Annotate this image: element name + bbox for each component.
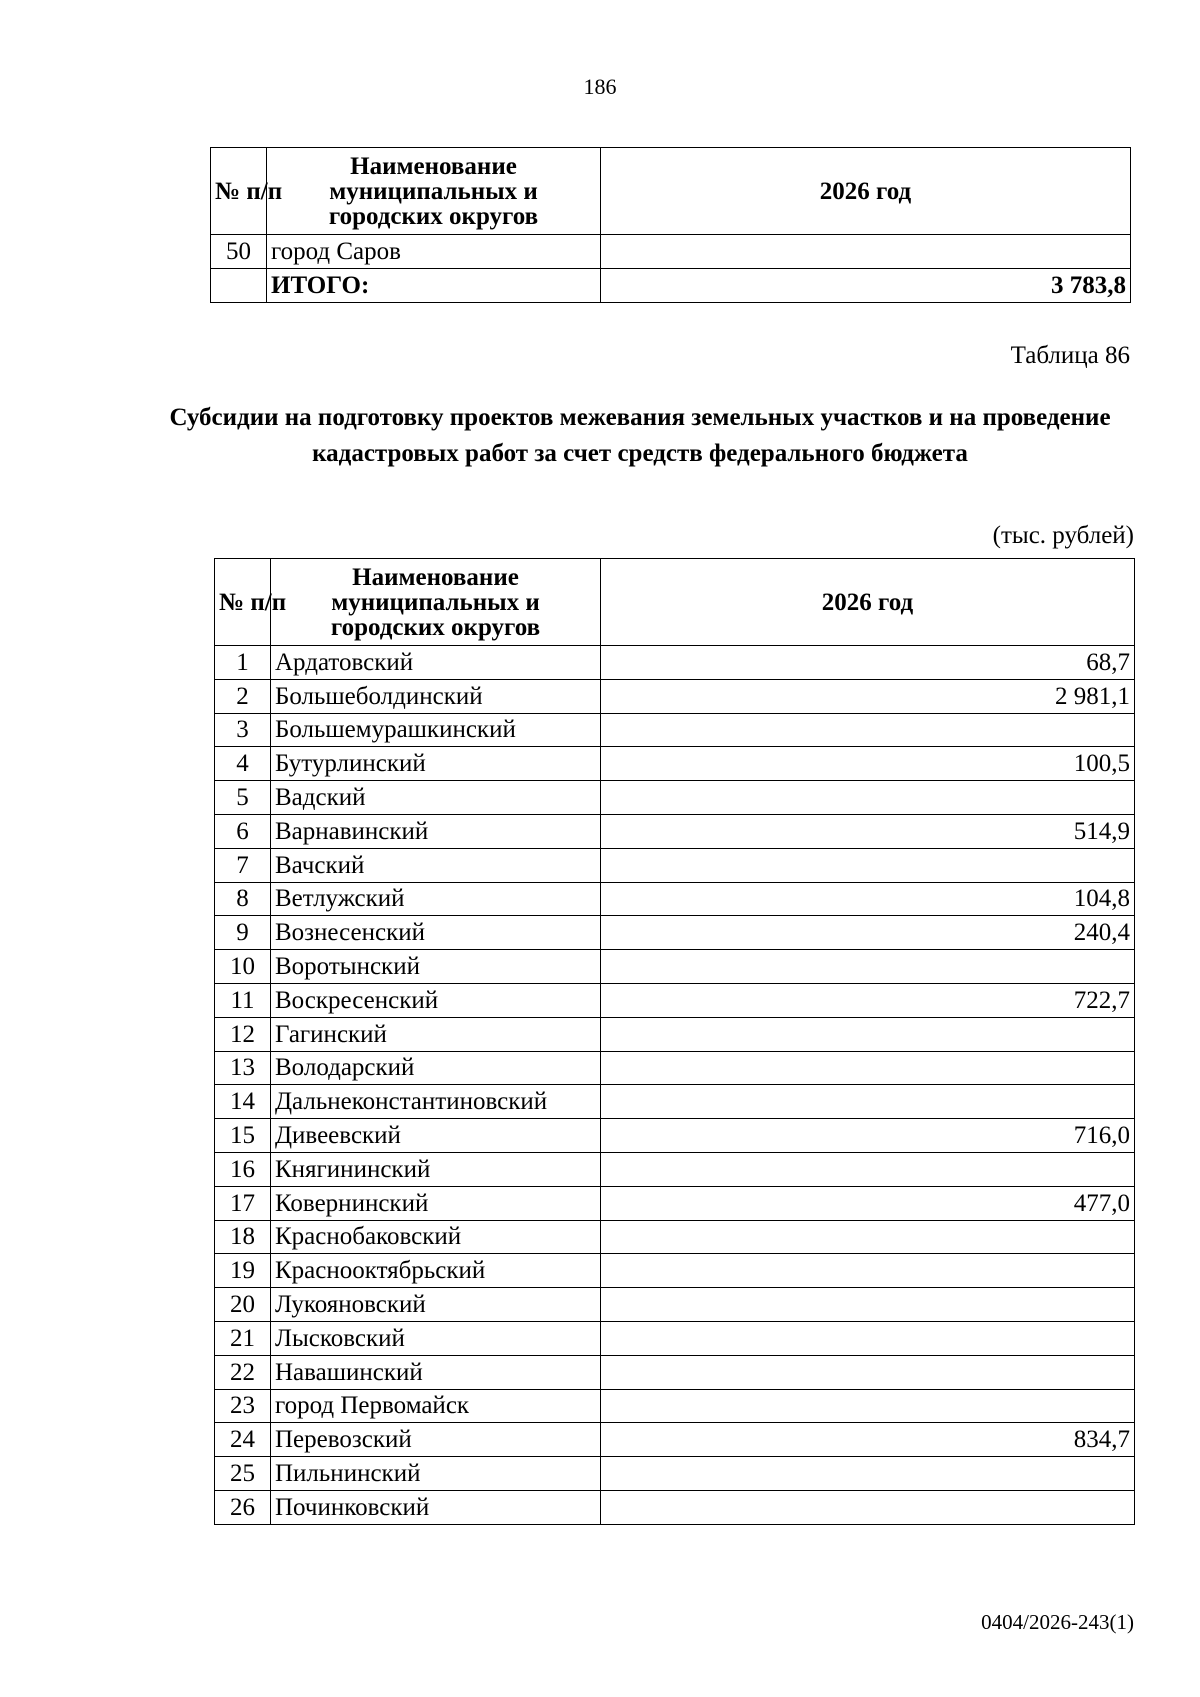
municipality-name: Ковернинский: [271, 1186, 601, 1220]
amount-value: [601, 1457, 1135, 1491]
header-name: Наименование муниципальных и городских округов: [267, 148, 601, 235]
row-number: 10: [215, 950, 271, 984]
table-row: [215, 713, 1135, 747]
municipality-name: Краснооктябрьский: [271, 1254, 601, 1288]
amount-value: [601, 950, 1135, 984]
table-row: [215, 882, 1135, 916]
table-row: [215, 781, 1135, 815]
row-number: 16: [215, 1152, 271, 1186]
municipality-name: Большеболдинский: [271, 679, 601, 713]
row-number: 50: [211, 235, 267, 269]
row-number: 3: [215, 713, 271, 747]
table-row: [215, 679, 1135, 713]
amount-value: [601, 1254, 1135, 1288]
municipality-name: город Саров: [267, 235, 601, 269]
table-row: [215, 1490, 1135, 1524]
table-row: [215, 1186, 1135, 1220]
header-num: № п/п: [211, 148, 267, 235]
row-number: 12: [215, 1017, 271, 1051]
row-number: 2: [215, 679, 271, 713]
table-row: [215, 1017, 1135, 1051]
municipality-name: Варнавинский: [271, 814, 601, 848]
table-row: [215, 916, 1135, 950]
row-number: 26: [215, 1490, 271, 1524]
amount-value: [601, 713, 1135, 747]
municipality-name: город Первомайск: [271, 1389, 601, 1423]
table-label: Таблица 86: [1010, 342, 1130, 369]
table-row: [215, 1389, 1135, 1423]
row-number: 24: [215, 1423, 271, 1457]
table-row: [215, 747, 1135, 781]
municipality-name: Пильнинский: [271, 1457, 601, 1491]
table-row: [215, 950, 1135, 984]
amount-value: [601, 1288, 1135, 1322]
municipality-name: Воскресенский: [271, 983, 601, 1017]
table-row: [215, 1085, 1135, 1119]
table-row: [215, 1288, 1135, 1322]
amount-value: [601, 1389, 1135, 1423]
row-number: 25: [215, 1457, 271, 1491]
table-row: [215, 814, 1135, 848]
row-number: 13: [215, 1051, 271, 1085]
municipality-name: Большемурашкинский: [271, 713, 601, 747]
municipality-name: Бутурлинский: [271, 747, 601, 781]
row-number: 14: [215, 1085, 271, 1119]
previous-table-continuation: [210, 147, 1131, 303]
municipality-name: Лукояновский: [271, 1288, 601, 1322]
header-num: № п/п: [215, 559, 271, 646]
municipality-name: Лысковский: [271, 1321, 601, 1355]
header-year: 2026 год: [601, 559, 1135, 646]
row-number: 1: [215, 646, 271, 680]
amount-value: 834,7: [601, 1423, 1135, 1457]
table-row: [215, 983, 1135, 1017]
municipality-name: Вознесенский: [271, 916, 601, 950]
table-row: [215, 1220, 1135, 1254]
total-value: 3 783,8: [601, 269, 1131, 303]
amount-value: 240,4: [601, 916, 1135, 950]
row-number: 11: [215, 983, 271, 1017]
row-number: 7: [215, 848, 271, 882]
total-empty-cell: [211, 269, 267, 303]
amount-value: 477,0: [601, 1186, 1135, 1220]
municipality-name: Володарский: [271, 1051, 601, 1085]
row-number: 4: [215, 747, 271, 781]
row-number: 6: [215, 814, 271, 848]
table-row: [215, 1423, 1135, 1457]
municipality-name: Гагинский: [271, 1017, 601, 1051]
row-number: 23: [215, 1389, 271, 1423]
table-row: [215, 848, 1135, 882]
table-row: [215, 646, 1135, 680]
amount-value: [601, 848, 1135, 882]
municipality-name: Вачский: [271, 848, 601, 882]
amount-value: 2 981,1: [601, 679, 1135, 713]
total-label: ИТОГО:: [267, 269, 601, 303]
amount-value: [601, 1152, 1135, 1186]
table-row: [215, 1254, 1135, 1288]
row-number: 20: [215, 1288, 271, 1322]
row-number: 15: [215, 1119, 271, 1153]
total-row: [211, 269, 1131, 303]
amount-value: 68,7: [601, 646, 1135, 680]
municipality-name: Дивеевский: [271, 1119, 601, 1153]
row-number: 21: [215, 1321, 271, 1355]
municipality-name: Воротынский: [271, 950, 601, 984]
table-header-row: [211, 148, 1131, 235]
amount-value: [601, 781, 1135, 815]
row-number: 19: [215, 1254, 271, 1288]
row-number: 5: [215, 781, 271, 815]
amount-value: 716,0: [601, 1119, 1135, 1153]
table-row: [215, 1355, 1135, 1389]
amount-value: 514,9: [601, 814, 1135, 848]
table-title: Субсидии на подготовку проектов межевания земельных участков и на проведение кадастровых работ за счет средств федерального бюджета: [169, 404, 1111, 467]
row-number: 18: [215, 1220, 271, 1254]
table-row: [215, 1119, 1135, 1153]
amount-value: [601, 1085, 1135, 1119]
amount-value: [601, 1355, 1135, 1389]
amount-value: 104,8: [601, 882, 1135, 916]
table-row: [215, 1321, 1135, 1355]
row-number: 8: [215, 882, 271, 916]
table-row: [215, 1152, 1135, 1186]
municipality-name: Вадский: [271, 781, 601, 815]
amount-value: [601, 1490, 1135, 1524]
amount-value: [601, 235, 1131, 269]
subsidy-table: [214, 558, 1135, 1525]
municipality-name: Перевозский: [271, 1423, 601, 1457]
municipality-name: Ардатовский: [271, 646, 601, 680]
row-number: 9: [215, 916, 271, 950]
table-row: [211, 235, 1131, 269]
municipality-name: Дальнеконстантиновский: [271, 1085, 601, 1119]
units-label: (тыс. рублей): [992, 522, 1134, 549]
row-number: 22: [215, 1355, 271, 1389]
header-year: 2026 год: [601, 148, 1131, 235]
amount-value: [601, 1051, 1135, 1085]
amount-value: 100,5: [601, 747, 1135, 781]
amount-value: [601, 1017, 1135, 1051]
row-number: 17: [215, 1186, 271, 1220]
municipality-name: Починковский: [271, 1490, 601, 1524]
document-code: 0404/2026-243(1): [981, 1610, 1134, 1634]
page-number: 186: [583, 74, 617, 99]
amount-value: [601, 1321, 1135, 1355]
amount-value: 722,7: [601, 983, 1135, 1017]
municipality-name: Ветлужский: [271, 882, 601, 916]
table-row: [215, 1051, 1135, 1085]
municipality-name: Княгининский: [271, 1152, 601, 1186]
amount-value: [601, 1220, 1135, 1254]
header-name: Наименование муниципальных и городских округов: [271, 559, 601, 646]
municipality-name: Навашинский: [271, 1355, 601, 1389]
municipality-name: Краснобаковский: [271, 1220, 601, 1254]
table-row: [215, 1457, 1135, 1491]
table-header-row: [215, 559, 1135, 646]
